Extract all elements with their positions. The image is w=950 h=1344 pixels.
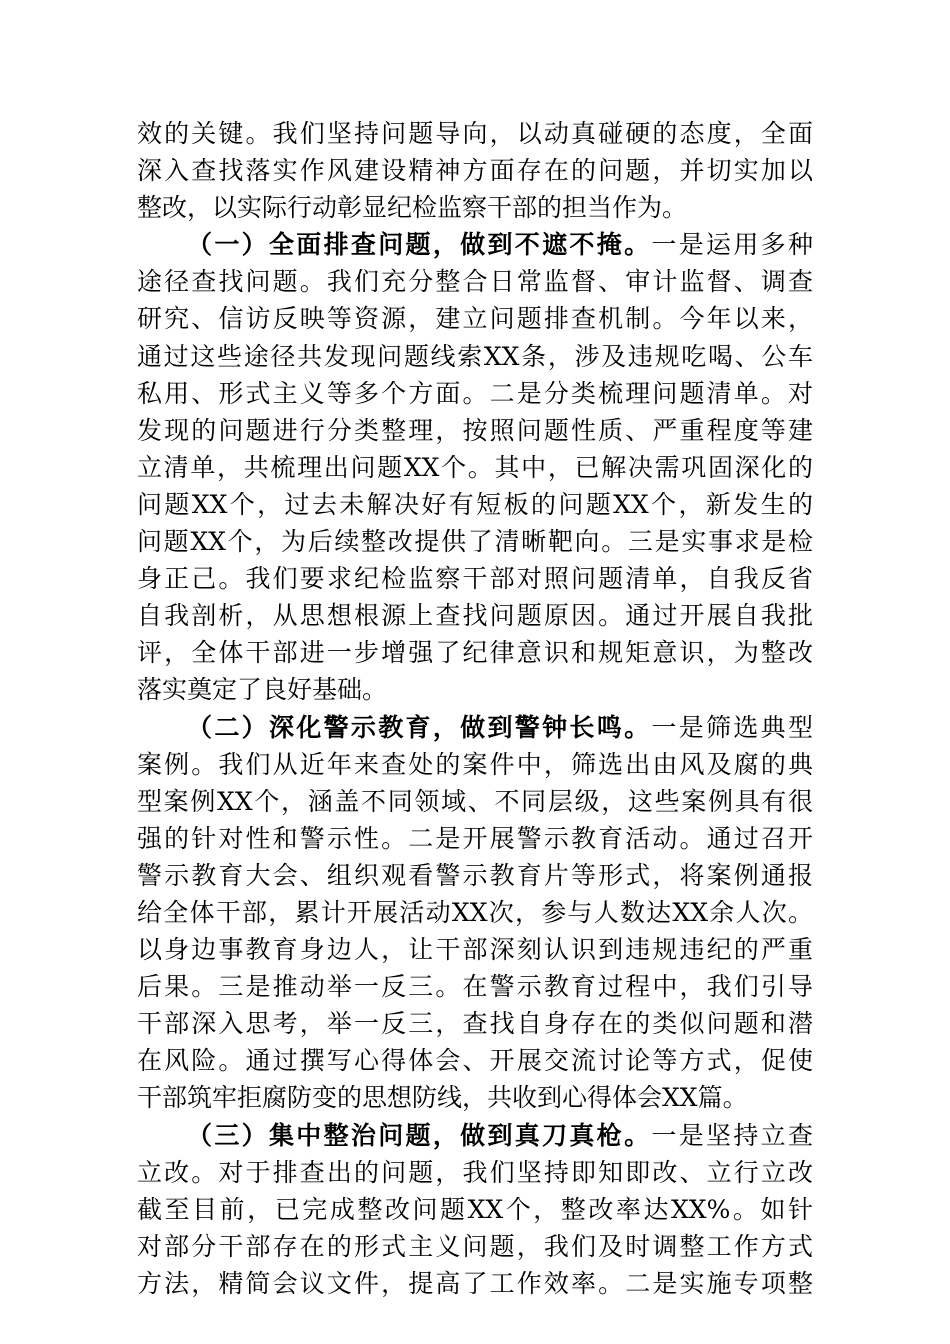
text-line: 后果。三是推动举一反三。在警示教育过程中，我们引导 xyxy=(137,972,813,1002)
paragraph-section-2 xyxy=(137,709,813,1117)
text-line: 研究、信访反映等资源，建立问题排查机制。今年以来， xyxy=(137,304,813,334)
text-line: 立清单，共梳理出问题XX个。其中，已解决需巩固深化的 xyxy=(137,452,813,482)
text-line xyxy=(137,226,813,263)
paragraph-intro xyxy=(137,115,813,226)
text-line xyxy=(137,709,813,746)
text-line: 问题XX个，过去未解决好有短板的问题XX个，新发生的 xyxy=(137,489,813,519)
text-line: 通过这些途径共发现问题线索XX条，涉及违规吃喝、公车 xyxy=(137,341,813,371)
text-line: 干部深入思考，举一反三，查找自身存在的类似问题和潜 xyxy=(137,1009,813,1039)
text-line: 方法，精简会议文件，提高了工作效率。二是实施专项整 xyxy=(137,1268,813,1298)
text-line: 落实奠定了良好基础。 xyxy=(137,675,388,705)
text-line: 深入查找落实作风建设精神方面存在的问题，并切实加以 xyxy=(137,156,813,186)
text-line: 评，全体干部进一步增强了纪律意识和规矩意识，为整改 xyxy=(137,638,813,668)
text-line: 给全体干部，累计开展活动XX次，参与人数达XX余人次。 xyxy=(137,897,813,927)
text-line-rest: 一是筛选典型 xyxy=(651,712,813,742)
text-line: 截至目前，已完成整改问题XX个，整改率达XX%。如针 xyxy=(137,1194,813,1224)
text-line: 私用、形式主义等多个方面。二是分类梳理问题清单。对 xyxy=(137,378,813,408)
text-line: 自我剖析，从思想根源上查找问题原因。通过开展自我批 xyxy=(137,601,813,631)
section-heading: （二）深化警示教育，做到警钟长鸣。 xyxy=(187,712,652,742)
text-line: 整改，以实际行动彰显纪检监察干部的担当作为。 xyxy=(137,193,688,223)
text-line: 效的关键。我们坚持问题导向，以动真碰硬的态度，全面 xyxy=(137,119,813,148)
text-line: 以身边事教育身边人，让干部深刻认识到违规违纪的严重 xyxy=(137,935,813,965)
text-line-rest: 一是坚持立查 xyxy=(651,1120,813,1150)
text-line-rest: 一是运用多种 xyxy=(651,230,813,260)
text-line: 案例。我们从近年来查处的案件中，筛选出由风及腐的典 xyxy=(137,749,813,779)
text-line: 问题XX个，为后续整改提供了清晰靶向。三是实事求是检 xyxy=(137,527,813,557)
text-line: 途径查找问题。我们充分整合日常监督、审计监督、调查 xyxy=(137,267,813,297)
text-line xyxy=(137,1117,813,1154)
text-line: 强的针对性和警示性。二是开展警示教育活动。通过召开 xyxy=(137,823,813,853)
text-line: 型案例XX个，涵盖不同领域、不同层级，这些案例具有很 xyxy=(137,786,813,816)
section-heading: （一）全面排查问题，做到不遮不掩。 xyxy=(187,230,652,260)
text-line: 在风险。通过撰写心得体会、开展交流讨论等方式，促使 xyxy=(137,1046,813,1076)
text-line: 警示教育大会、组织观看警示教育片等形式，将案例通报 xyxy=(137,860,813,890)
text-line: 身正己。我们要求纪检监察干部对照问题清单，自我反省 xyxy=(137,564,813,594)
paragraph-section-1 xyxy=(137,226,813,708)
text-line: 对部分干部存在的形式主义问题，我们及时调整工作方式 xyxy=(137,1231,813,1261)
text-line: 发现的问题进行分类整理，按照问题性质、严重程度等建 xyxy=(137,415,813,445)
text-line: 干部筑牢拒腐防变的思想防线，共收到心得体会XX篇。 xyxy=(137,1083,748,1113)
text-line: 立改。对于排查出的问题，我们坚持即知即改、立行立改 xyxy=(137,1157,813,1187)
document-page xyxy=(137,115,813,1302)
paragraph-section-3 xyxy=(137,1117,813,1302)
section-heading: （三）集中整治问题，做到真刀真枪。 xyxy=(187,1120,652,1150)
